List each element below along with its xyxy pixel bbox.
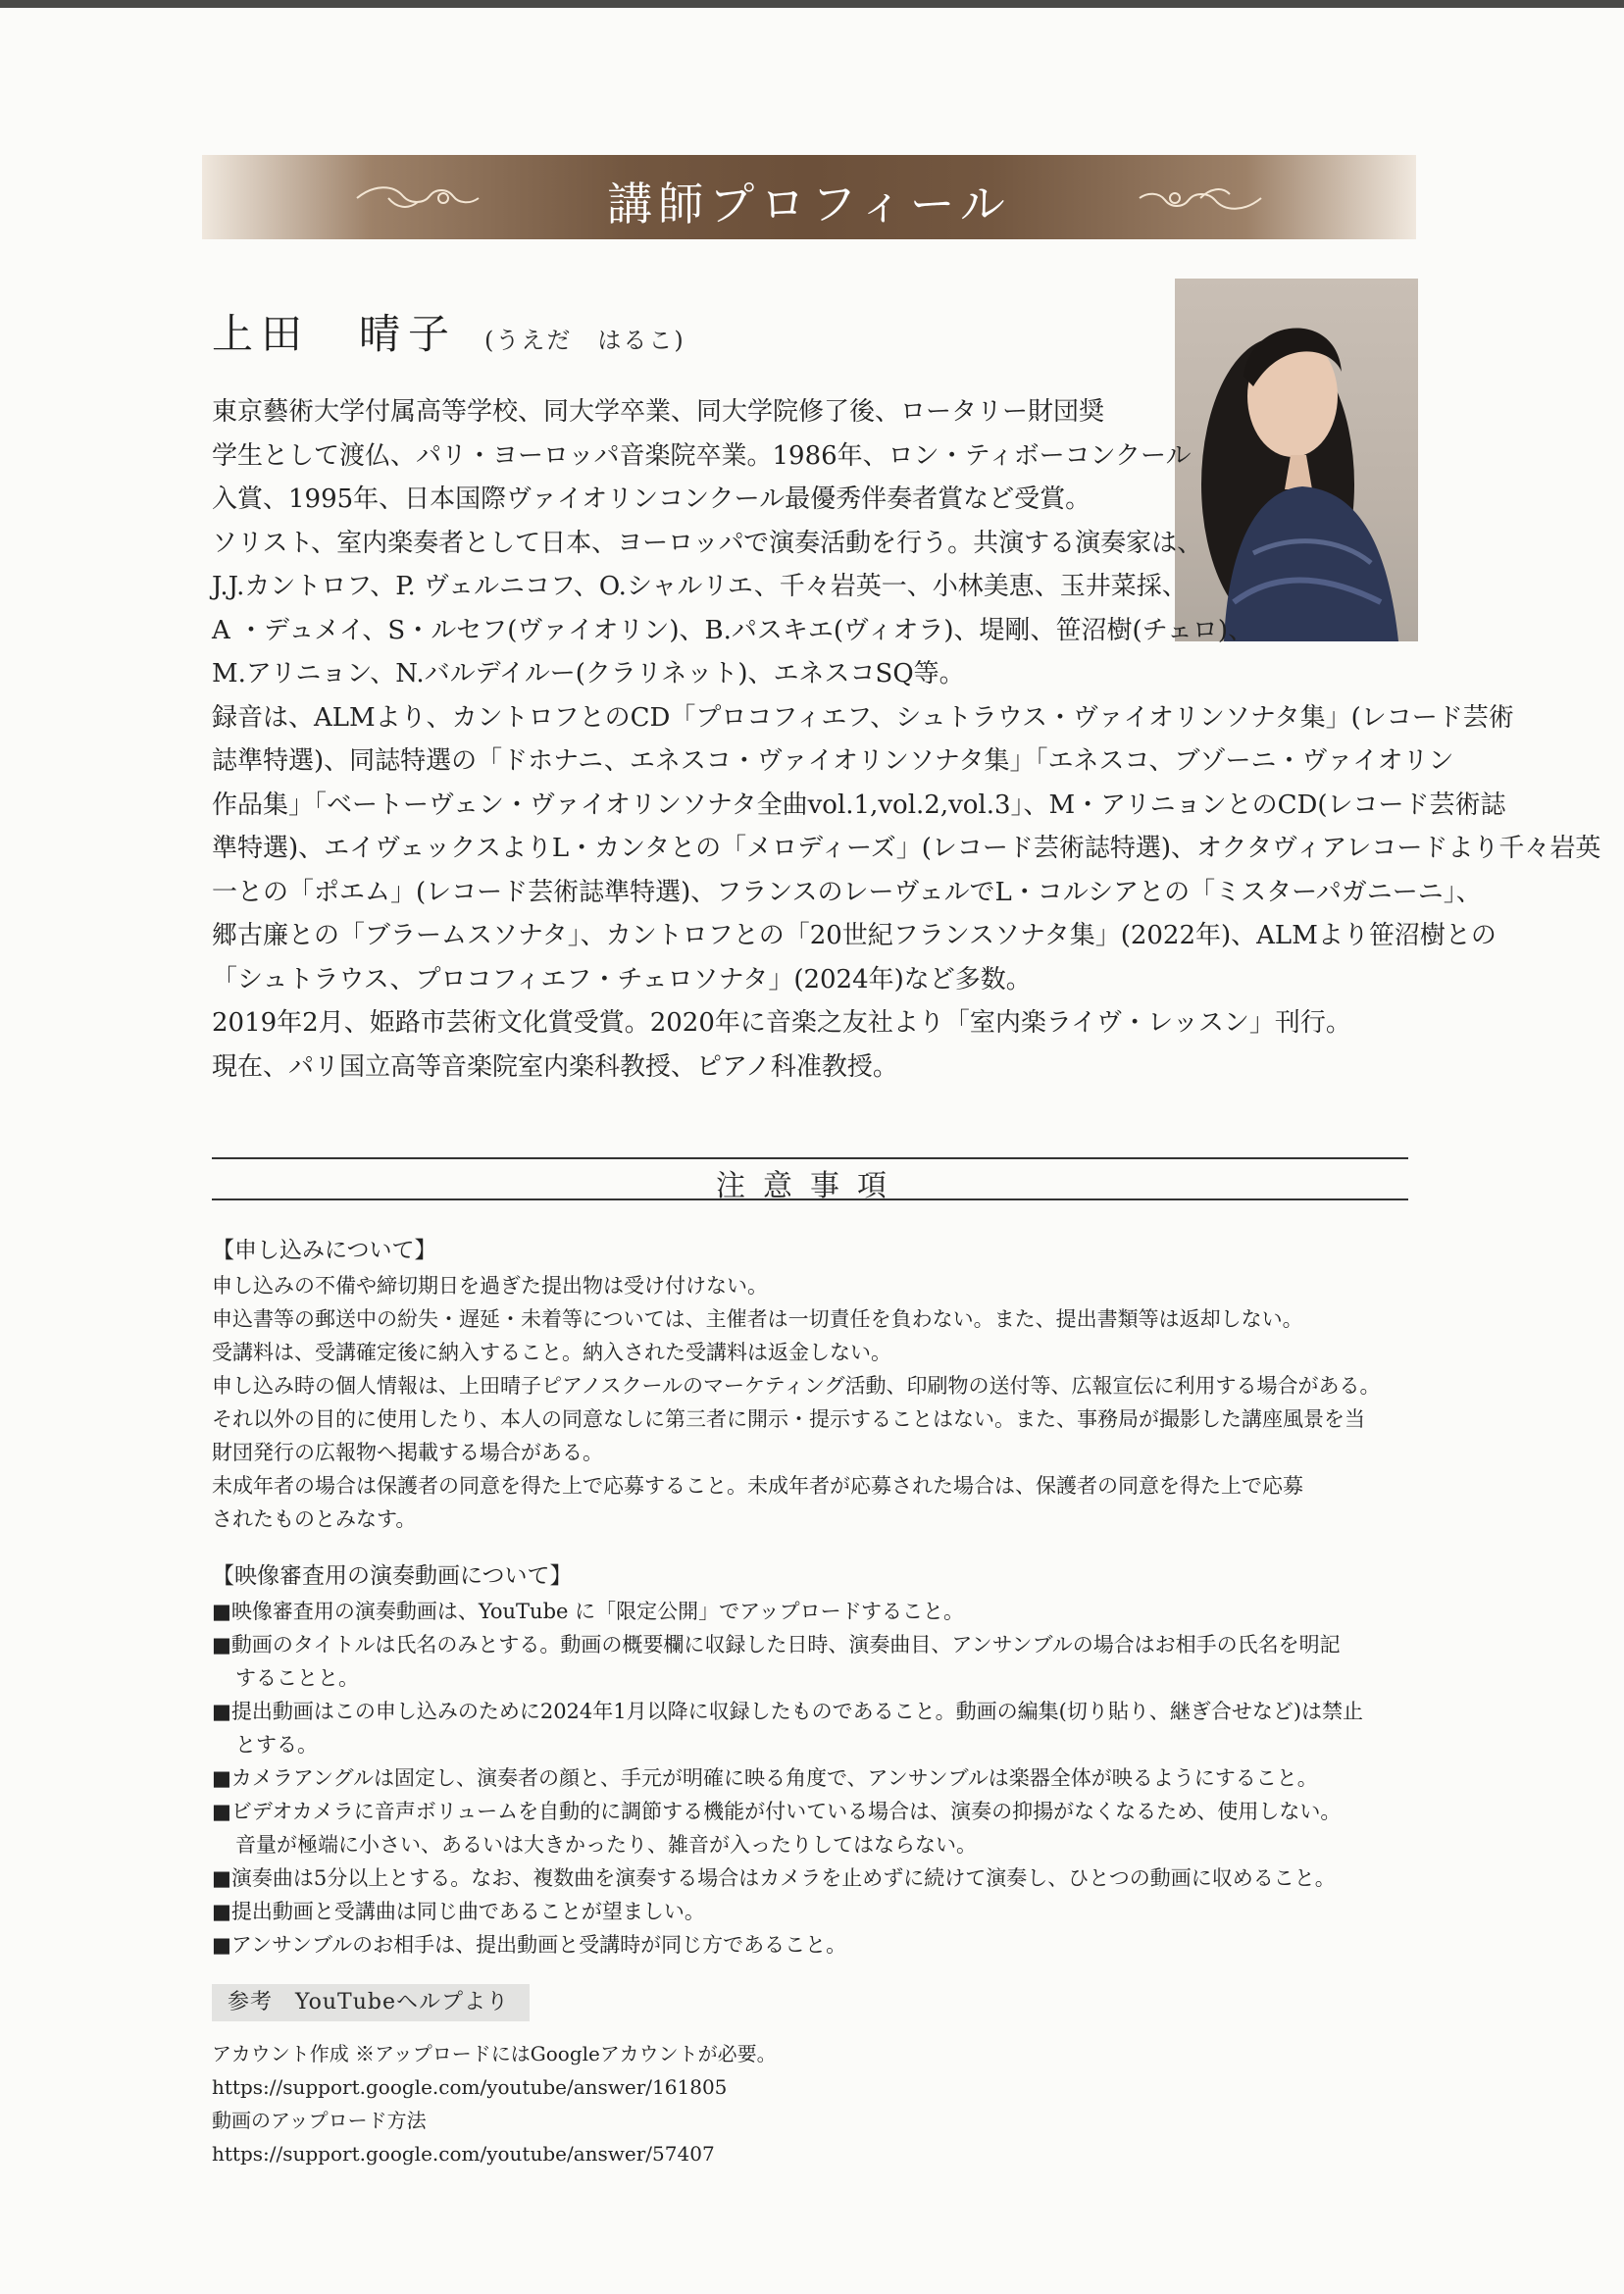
instructor-name-reading: (うえだ はるこ): [484, 327, 685, 354]
top-border-line: [0, 0, 1624, 8]
video-heading: 【映像審査用の演奏動画について】: [212, 1563, 573, 1589]
application-line: それ以外の目的に使用したり、本人の同意なしに第三者に開示・提示することはない。また、事務局が撮影した講座風景を当: [212, 1407, 1365, 1431]
application-line: 未成年者の場合は保護者の同意を得た上で応募すること。未成年者が応募された場合は、保護者の同意を得た上で応募: [212, 1474, 1303, 1498]
application-heading: 【申し込みについて】: [212, 1238, 437, 1263]
banner-title: 講師プロフィール: [607, 178, 1011, 230]
bio-line: 現在、パリ国立高等音楽院室内楽科教授、ピアノ科准教授。: [212, 1051, 898, 1082]
instructor-name: 上田 晴子: [212, 310, 458, 358]
application-line: 財団発行の広報物へ掲載する場合がある。: [212, 1441, 603, 1464]
video-line: ■動画のタイトルは氏名のみとする。動画の概要欄に収録した日時、演奏曲目、アンサンブルの場合はお相手の氏名を明記: [212, 1633, 1341, 1657]
video-line: することと。: [235, 1666, 359, 1690]
reference-link[interactable]: https://support.google.com/youtube/answer/57407: [212, 2142, 715, 2166]
video-section: [212, 1559, 1428, 1962]
reference-links: [212, 2037, 777, 2170]
video-line: ■アンサンブルのお相手は、提出動画と受講時が同じ方であること。: [212, 1933, 847, 1957]
application-line: 申込書等の郵送中の紛失・遅延・未着等については、主催者は一切責任を負わない。また、提出書類等は返却しない。: [212, 1307, 1303, 1331]
bio-line: 入賞、1995年、日本国際ヴァイオリンコンクール最優秀伴奏者賞など受賞。: [212, 484, 1091, 514]
video-line: ■映像審査用の演奏動画は、YouTube に「限定公開」でアップロードすること。: [212, 1600, 965, 1623]
notice-heading: [212, 1157, 1408, 1203]
bio-line: 東京藝術大学付属高等学校、同大学卒業、同大学院修了後、ロータリー財団奨: [212, 397, 1105, 427]
video-line: ■提出動画はこの申し込みのために2024年1月以降に収録したものであること。動画の編集(切り貼り、継ぎ合せなど)は禁止: [212, 1700, 1364, 1723]
application-line: 受講料は、受講確定後に納入すること。納入された受講料は返金しない。: [212, 1341, 891, 1364]
profile-banner: [202, 155, 1416, 239]
video-line: ■カメラアングルは固定し、演奏者の顔と、手元が明確に映る角度で、アンサンブルは楽器全体が映るようにすること。: [212, 1766, 1318, 1790]
video-line: 音量が極端に小さい、あるいは大きかったり、雑音が入ったりしてはならない。: [235, 1833, 977, 1857]
video-line: ■演奏曲は5分以上とする。なお、複数曲を演奏する場合はカメラを止めずに続けて演奏し、ひとつの動画に収めること。: [212, 1866, 1336, 1890]
video-line: とする。: [235, 1733, 318, 1757]
bio-line: 録音は、ALMより、カントロフとのCD「プロコフィエフ、シュトラウス・ヴァイオリンソナタ集」(レコード芸術: [212, 702, 1514, 733]
video-line: ■ビデオカメラに音声ボリュームを自動的に調節する機能が付いている場合は、演奏の抑揚がなくなるため、使用しない。: [212, 1800, 1342, 1823]
bio-line: A ・デュメイ、S・ルセフ(ヴァイオリン)、B.パスキエ(ヴィオラ)、堤剛、笹沼樹(チェロ)、: [212, 615, 1254, 645]
bio-line: 一との「ポエム」(レコード芸術誌準特選)、フランスのレーヴェルでL・コルシアとの「ミスターパガニーニ」、: [212, 877, 1482, 907]
application-line: 申し込みの不備や締切期日を過ぎた提出物は受け付けない。: [212, 1274, 768, 1298]
right-ornament-icon: [1132, 178, 1269, 218]
bio-line: 郷古廉との「ブラームスソナタ」、カントロフとの「20世紀フランスソナタ集」(2022年)、ALMより笹沼樹との: [212, 921, 1497, 950]
application-line: されたものとみなす。: [212, 1507, 417, 1531]
reference-label: 参考 YouTubeヘルプより: [212, 1984, 530, 2021]
instructor-name-row: [212, 302, 685, 361]
bio-line: 「シュトラウス、プロコフィエフ・チェロソナタ」(2024年)など多数。: [212, 964, 1032, 994]
bio-line: M.アリニョン、N.バルデイルー(クラリネット)、エネスコSQ等。: [212, 659, 965, 688]
reference-text: 動画のアップロード方法: [212, 2109, 427, 2132]
application-line: 申し込み時の個人情報は、上田晴子ピアノスクールのマーケティング活動、印刷物の送付等、広報宣伝に利用する場合がある。: [212, 1374, 1381, 1398]
bio-line: 学生として渡仏、パリ・ヨーロッパ音楽院卒業。1986年、ロン・ティボーコンクール: [212, 440, 1192, 471]
bio-line: J.J.カントロフ、P. ヴェルニコフ、O.シャルリエ、千々岩英一、小林美恵、玉井菜採、: [212, 572, 1188, 601]
bio-line: ソリスト、室内楽奏者として日本、ヨーロッパで演奏活動を行う。共演する演奏家は、: [212, 528, 1203, 558]
bio-line: 誌準特選)、同誌特選の「ドホナニ、エネスコ・ヴァイオリンソナタ集」「エネスコ、ブゾーニ・ヴァイオリン: [212, 746, 1454, 776]
bio-line: 作品集」「ベートーヴェン・ヴァイオリンソナタ全曲vol.1,vol.2,vol.3」、M・アリニョンとのCD(レコード芸術誌: [212, 790, 1506, 820]
notice-title: 注意事項: [716, 1169, 904, 1203]
reference-text: アカウント作成 ※アップロードにはGoogleアカウントが必要。: [212, 2042, 777, 2065]
bio-line: 準特選)、エイヴェックスよりL・カンタとの「メロディーズ」(レコード芸術誌特選)、オクタヴィアレコードより千々岩英: [212, 834, 1601, 863]
reference-link[interactable]: https://support.google.com/youtube/answer/161805: [212, 2075, 728, 2099]
application-section: [212, 1234, 1428, 1536]
bio-line: 2019年2月、姫路市芸術文化賞受賞。2020年に音楽之友社より「室内楽ライヴ・レッスン」刊行。: [212, 1008, 1351, 1038]
biography: [212, 390, 1601, 1089]
video-line: ■提出動画と受講曲は同じ曲であることが望ましい。: [212, 1900, 705, 1923]
